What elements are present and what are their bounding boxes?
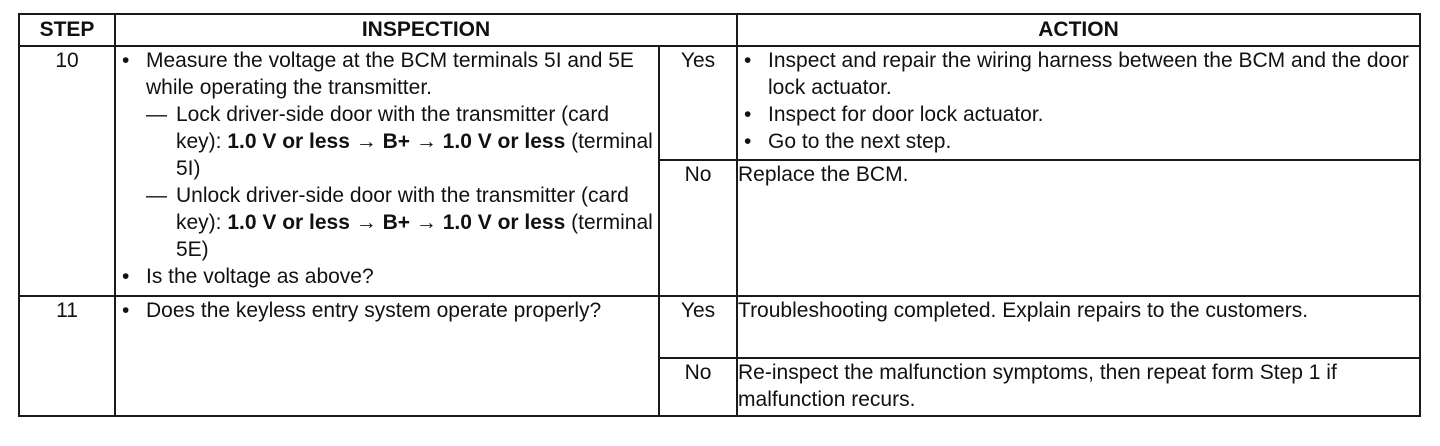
inspection-bullet: • Does the keyless entry system operate properly? [116, 297, 658, 324]
header-step: STEP [19, 14, 115, 46]
yes-action-cell: Troubleshooting completed. Explain repairs to the customers. [737, 296, 1420, 358]
yes-action-cell [737, 46, 1420, 160]
no-action-cell: Replace the BCM. [737, 160, 1420, 296]
action-bullet: • Inspect and repair the wiring harness between the BCM and the door lock actuator. [738, 47, 1419, 101]
inspection-subitem-unlock: — Unlock driver-side door with the transmitter (card key): 1.0 V or less → B+ → 1.0 V or less (terminal 5E) [146, 184, 653, 261]
header-action: ACTION [737, 14, 1420, 46]
table-row [19, 46, 1420, 160]
action-bullet: • Inspect for door lock actuator. [738, 101, 1419, 128]
inspection-bullet: • Measure the voltage at the BCM terminals 5I and 5E while operating the transmitter. [116, 47, 658, 101]
step-number: 11 [19, 296, 115, 416]
no-label: No [659, 160, 737, 296]
yes-label: Yes [659, 46, 737, 160]
no-label: No [659, 358, 737, 416]
header-inspection: INSPECTION [115, 14, 737, 46]
yes-label: Yes [659, 296, 737, 358]
inspection-cell [115, 296, 659, 416]
action-bullet: • Go to the next step. [738, 128, 1419, 155]
inspection-cell [115, 46, 659, 296]
troubleshooting-table [18, 13, 1421, 417]
inspection-bullet: • Is the voltage as above? [116, 263, 658, 290]
no-action-cell: Re-inspect the malfunction symptoms, then repeat form Step 1 if malfunction recurs. [737, 358, 1420, 416]
inspection-subitem-lock: — Lock driver-side door with the transmitter (card key): 1.0 V or less → B+ → 1.0 V or less (terminal 5I) [146, 103, 653, 180]
step-number: 10 [19, 46, 115, 296]
table-row [19, 296, 1420, 358]
header-row [19, 14, 1420, 46]
